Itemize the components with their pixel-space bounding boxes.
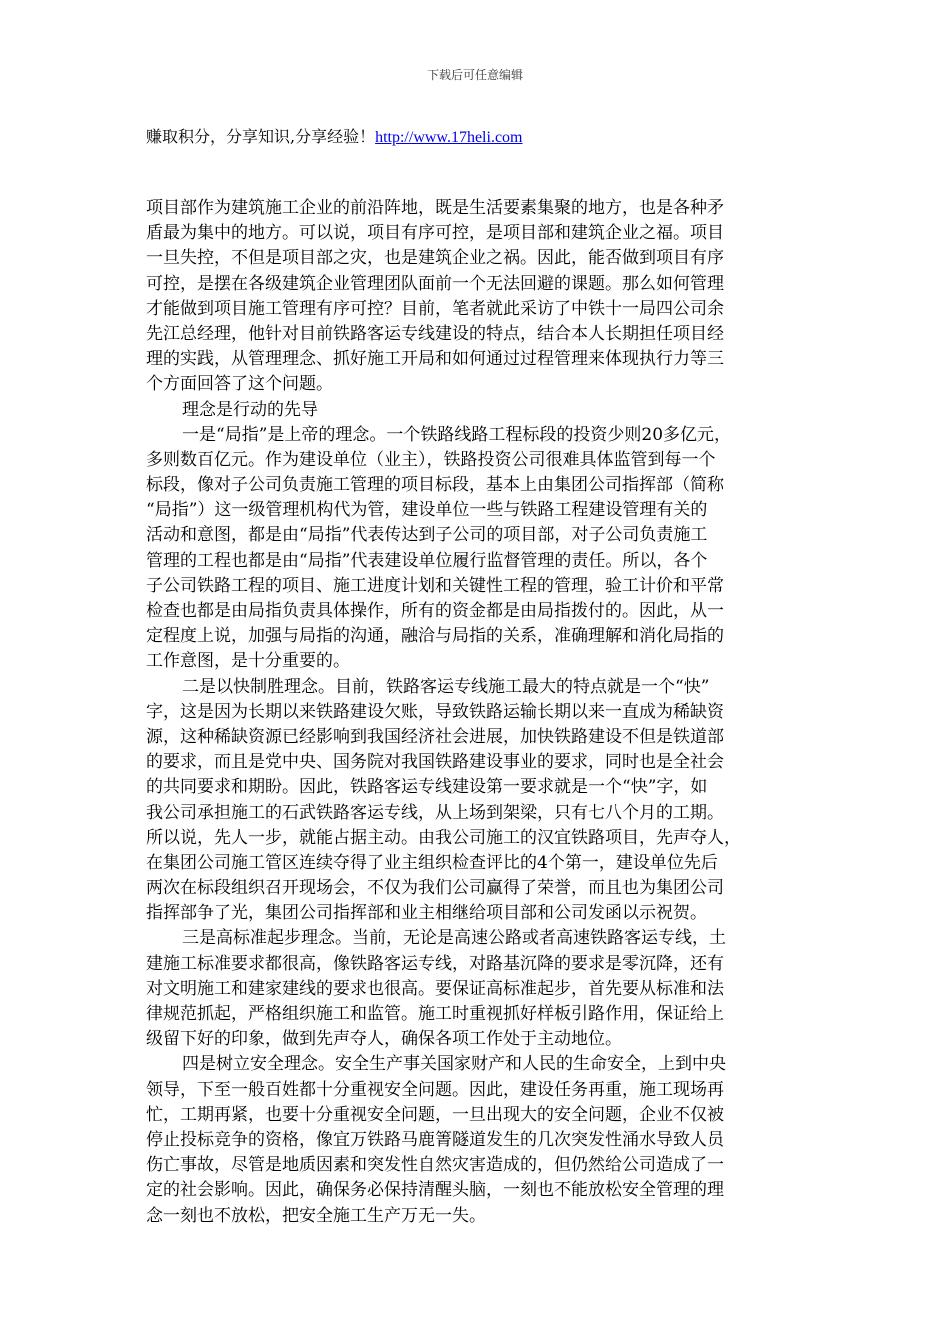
text-line: 念一刻也不放松，把安全施工生产万无一失。 <box>146 1205 486 1226</box>
text-line: 源，这种稀缺资源已经影响到我国经济社会进展，加快铁路建设不但是铁道部 <box>146 726 724 747</box>
text-line: 伤亡事故，尽管是地质因素和突发性自然灾害造成的，但仍然给公司造成了一 <box>146 1155 724 1176</box>
text-line: 所以说，先人一步，就能占据主动。由我公司施工的汉宜铁路项目，先声夺人， <box>146 827 741 848</box>
text-line: 领导，下至一般百姓都十分重视安全问题。因此，建设任务再重，施工现场再 <box>146 1079 724 1100</box>
text-line: 标段，像对子公司负责施工管理的项目标段，基本上由集团公司指挥部（简称 <box>146 475 724 496</box>
paragraph-first-line: 一是“局指”是上帝的理念。一个铁路线路工程标段的投资少则20多亿元， <box>182 424 732 445</box>
text-line: 检查也都是由局指负责具体操作，所有的资金都是由局指拨付的。因此，从一 <box>146 601 724 621</box>
paragraph-first-line: 理念是行动的先导 <box>182 399 318 420</box>
text-line: 的要求，而且是党中央、国务院对我国铁路建设事业的要求，同时也是全社会 <box>146 752 724 773</box>
text-line: 级留下好的印象，做到先声夺人，确保各项工作处于主动地位。 <box>146 1029 622 1050</box>
page-header: 下载后可任意编辑 <box>426 68 523 82</box>
text-line: 工作意图，是十分重要的。 <box>146 651 350 672</box>
text-line: “局指”）这一级管理机构代为管，建设单位一些与铁路工程建设管理有关的 <box>146 500 708 521</box>
text-line: 忙，工期再紧，也要十分重视安全问题，一旦出现大的安全问题，企业不仅被 <box>146 1104 724 1125</box>
paragraph-first-line: 二是以快制胜理念。目前，铁路客运专线施工最大的特点就是一个“快” <box>182 676 710 697</box>
paragraph-first-line: 三是高标准起步理念。当前，无论是高速公路或者高速铁路客运专线，土 <box>182 928 726 949</box>
promo-text: 赚取积分，分享知识,分享经验！ <box>146 127 376 146</box>
article-body <box>146 196 806 1229</box>
text-line: 在集团公司施工管区连续夺得了业主组织检查评比的4个第一，建设单位先后 <box>146 852 718 873</box>
text-line: 理的实践，从管理理念、抓好施工开局和如何通过过程管理来体现执行力等三 <box>146 349 724 370</box>
text-line: 多则数百亿元。作为建设单位（业主），铁路投资公司很难具体监管到每一个 <box>146 449 716 470</box>
text-line: 停止投标竞争的资格，像宜万铁路马鹿箐隧道发生的几次突发性涌水导致人员 <box>146 1129 724 1150</box>
text-line: 可控，是摆在各级建筑企业管理团队面前一个无法回避的课题。那么如何管理 <box>146 273 724 294</box>
promo-line <box>146 128 522 147</box>
text-line: 盾最为集中的地方。可以说，项目有序可控，是项目部和建筑企业之福。项目 <box>146 223 724 244</box>
text-line: 的共同要求和期盼。因此，铁路客运专线建设第一要求就是一个“快”字，如 <box>146 777 708 798</box>
text-line: 个方面回答了这个问题。 <box>146 374 333 395</box>
text-line: 定程度上说，加强与局指的沟通，融洽与局指的关系，准确理解和消化局指的 <box>146 626 724 647</box>
text-line: 先江总经理，他针对目前铁路客运专线建设的特点，结合本人长期担任项目经 <box>146 323 724 344</box>
text-line: 两次在标段组织召开现场会，不仅为我们公司赢得了荣誉，而且也为集团公司 <box>146 878 724 899</box>
text-line: 定的社会影响。因此，确保务必保持清醒头脑，一刻也不能放松安全管理的理 <box>146 1180 724 1201</box>
text-line: 项目部作为建筑施工企业的前沿阵地，既是生活要素集聚的地方，也是各种矛 <box>146 198 724 218</box>
promo-link[interactable]: http://www.17heli.com <box>375 129 523 146</box>
paragraph-first-line: 四是树立安全理念。安全生产事关国家财产和人民的生命安全，上到中央 <box>182 1054 726 1075</box>
text-line: 子公司铁路工程的项目、施工进度计划和关键性工程的管理，验工计价和平常 <box>146 575 724 596</box>
text-line: 指挥部争了光，集团公司指挥部和业主相继给项目部和公司发函以示祝贺。 <box>146 903 707 924</box>
text-line: 律规范抓起，严格组织施工和监管。施工时重视抓好样板引路作用，保证给上 <box>146 1004 724 1024</box>
text-line: 对文明施工和建家建线的要求也很高。要保证高标准起步，首先要从标准和法 <box>146 978 724 999</box>
text-line: 管理的工程也都是由“局指”代表建设单位履行监督管理的责任。所以，各个 <box>146 550 708 571</box>
text-line: 我公司承担施工的石武铁路客运专线，从上场到架梁，只有七八个月的工期。 <box>146 802 724 823</box>
text-line: 活动和意图，都是由“局指”代表传达到子公司的项目部，对子公司负责施工 <box>146 525 708 546</box>
text-line: 才能做到项目施工管理有序可控？目前，笔者就此采访了中铁十一局四公司余 <box>146 298 724 319</box>
text-line: 建施工标准要求都很高，像铁路客运专线，对路基沉降的要求是零沉降，还有 <box>146 953 724 974</box>
text-line: 一旦失控，不但是项目部之灾，也是建筑企业之祸。因此，能否做到项目有序 <box>146 248 724 269</box>
text-line: 字，这是因为长期以来铁路建设欠账，导致铁路运输长期以来一直成为稀缺资 <box>146 701 724 722</box>
